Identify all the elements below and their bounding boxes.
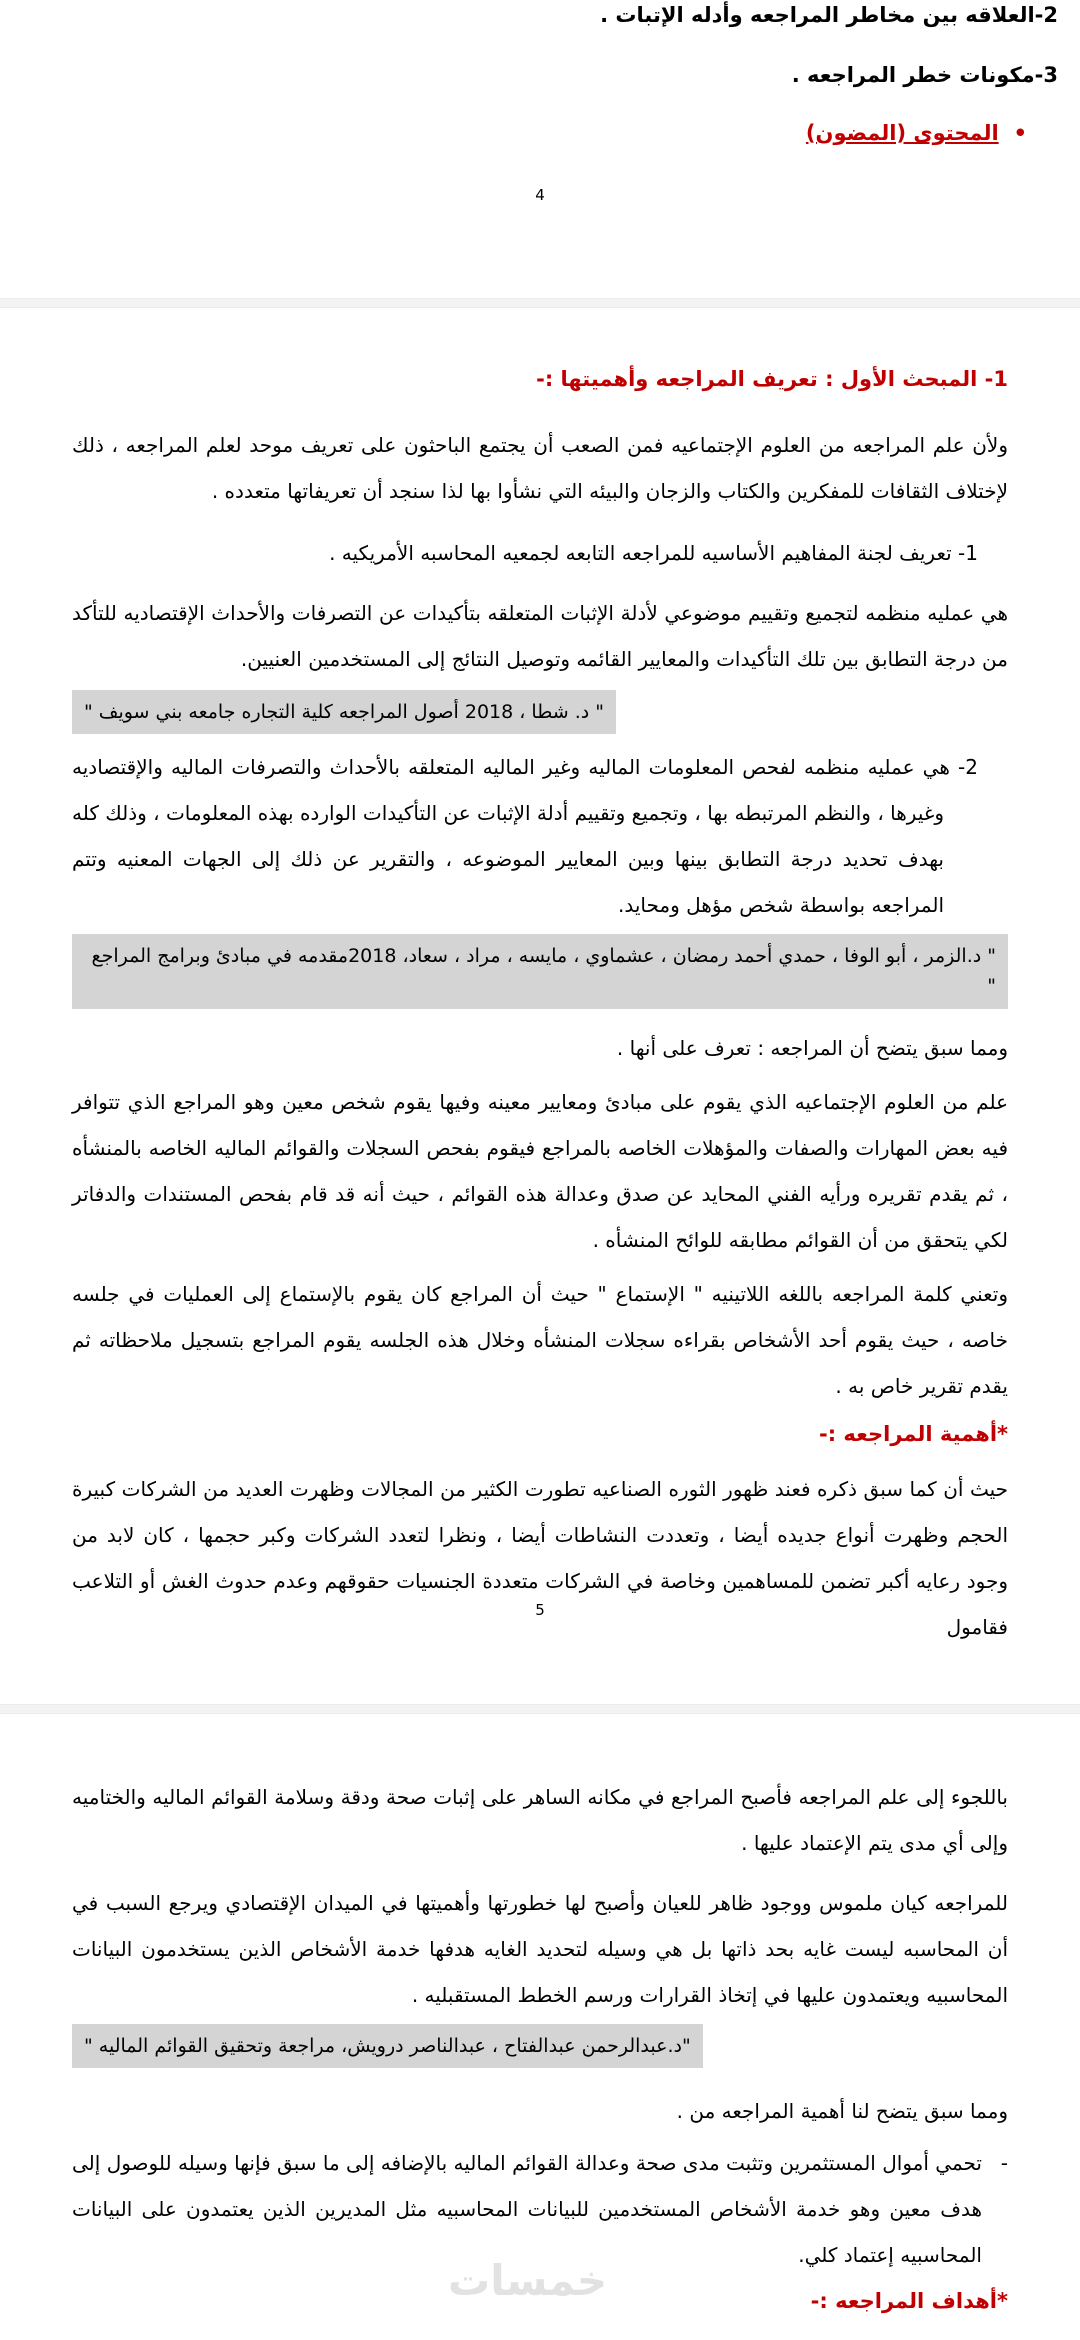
bullet-icon: • — [1012, 118, 1028, 149]
citation-highlight-2: " د.الزمر ، أبو الوفا ، حمدي أحمد رمضان ، عشماوي ، مايسه ، مراد ، سعاد، 2018مقدمه في مبادئ وبرامج المراجع " — [72, 934, 1008, 1009]
citation-highlight-1: " د. شطا ، 2018 أصول المراجعه كلية التجاره جامعه بني سويف " — [72, 690, 616, 734]
page-6 — [0, 1714, 1080, 2340]
page-break — [0, 298, 1080, 308]
heading-importance: *أهمية المراجعه :- — [818, 1421, 1008, 1446]
paragraph-summary-2: ومما سبق يتضح لنا أهمية المراجعه من . — [676, 2099, 1008, 2124]
paragraph-resort: باللجوء إلى علم المراجعه فأصبح المراجع في مكانه الساهر على إثبات صحة ودقة وسلامة القوائم الماليه والختاميه وإلى أي مدى يتم الإعتماد عليها . — [72, 1785, 1008, 1855]
toc-item-3: 3-مكونات خطر المراجعه . — [791, 63, 1058, 88]
page-number-5: 5 — [535, 1601, 545, 1619]
paragraph-definition: علم من العلوم الإجتماعيه الذي يقوم على مبادئ ومعايير معينه وفيها يقوم شخص معين وهو المراجع الذي تتوافر فيه بعض المهارات والصفات والمؤهلات الخاصه بالمراجع فيقوم بفحص السجلات والقوائم الماليه الخاصه بالمنشأه ، ثم يقدم تقريره ورأيه الفني المحايد عن صدق وعدالة هذه القوائم ، حيث أنه قد قام بفحص المستندات والدفاتر لكي يتحقق من أن القوائم مطابقه للوائح المنشأه . — [72, 1089, 1008, 1252]
dash-item-text: تحمي أموال المستثمرين وتثبت مدى صحة وعدالة القوائم الماليه بالإضافه إلى ما سبق فإنها وسيله للوصول إلى هدف معين وهو خدمة الأشخاص المستخدمين للبيانات المحاسبيه مثل المديرين الذين يعتمدون على البيانات المحاسبيه إعتماد كلي. — [72, 2151, 982, 2268]
page-5 — [0, 308, 1080, 1704]
heading-goals: *أهداف المراجعه :- — [810, 2289, 1008, 2314]
page-break — [0, 1704, 1080, 1714]
khamsat-watermark: خمسات — [448, 2256, 608, 2305]
paragraph-latin-origin: وتعني كلمة المراجعه باللغه اللاتينيه " الإستماع " حيث أن المراجع كان يقوم بالإستماع إلى العمليات في جلسه خاصه ، حيث يقوم أحد الأشخاص بقراءه سجلات المنشأه وخلال هذه الجلسه يقوم المراجع بتسجيل ملاحظاته ثم يقدم تقرير خاص به . — [72, 1281, 1008, 1398]
toc-content-link[interactable]: المحتوى (المضون) — [805, 120, 999, 145]
definition-1-body: هي عمليه منظمه لتجميع وتقييم موضوعي لأدلة الإثبات المتعلقه بتأكيدات عن التصرفات والأحداث الإقتصاديه للتأكد من درجة التطابق بين تلك التأكيدات والمعايير القائمه وتوصيل النتائج إلى المستخدمين العنيين. — [72, 600, 1008, 671]
toc-item-2: 2-العلاقه بين مخاطر المراجعه وأدله الإتبات . — [600, 3, 1058, 27]
page-4 — [0, 0, 1080, 298]
section-heading-definition: 1- المبحث الأول : تعريف المراجعه وأهميتها :- — [536, 367, 1008, 391]
paragraph-industrial-revolution: حيث أن كما سبق ذكره فعند ظهور الثوره الصناعيه تطورت الكثير من المجالات وظهرت العديد من الشركات كبيرة الحجم وظهرت أنواع جديده أيضا ، وتعددت النشاطات أيضا ، ونظرا لتعدد الشركات وكبر حجمها ، كان لابد من وجود رعايه أكبر تضمن للمساهمين وخاصة في الشركات متعددة الجنسيات حقوقهم وعدم حدوث الغش أو التلاعب فقامول — [72, 1477, 1008, 1640]
toc-bullet-row — [22, 119, 1058, 148]
citation-highlight-3: "د.عبدالرحمن عبدالفتاح ، عبدالناصر درويش، مراجعة وتحقيق القوائم الماليه " — [72, 2024, 703, 2068]
definition-1-title: 1- تعريف لجنة المفاهيم الأساسيه للمراجعه التابعه لجمعيه المحاسبه الأمريكيه . — [329, 540, 978, 565]
paragraph-summary: ومما سبق يتضح أن المراجعه : تعرف على أنها . — [616, 1035, 1008, 1060]
definition-2-body: 2- هي عمليه منظمه لفحص المعلومات الماليه وغير الماليه المتعلقه بالأحداث والتصرفات الماليه والإقتصاديه وغيرها ، والنظم المرتبطه بها ، وتجميع وتقييم أدلة الإثبات عن التأكيدات الوارده بهذه المعلومات ، وذلك كله بهدف تحديد درجة التطابق بينها وبين المعايير الموضوعه ، والتقرير عن ذلك إلى الجهات المعنيه وتتم المراجعه بواسطة شخص مؤهل ومحايد. — [72, 754, 978, 917]
paragraph-entity: للمراجعه كيان ملموس ووجود ظاهر للعيان وأصبح لها خطورتها وأهميتها في الميدان الإقتصادي ويرجع السبب في أن المحاسبه ليست غايه بحد ذاتها بل هي وسيله لتحديد الغايه هدفها خدمة الأشخاص الذين يستخدمون البيانات المحاسبيه ويعتمدون عليها في إتخاذ القرارات ورسم الخطط المستقبليه . — [72, 1891, 1008, 2007]
paragraph-intro: ولأن علم المراجعه من العلوم الإجتماعيه فمن الصعب أن يجتمع الباحثون على تعريف موحد لعلم المراجعه ، ذلك لإختلاف الثقافات للمفكرين والكتاب والزجان والبيئه التي نشأوا بها لذا سنجد أن تعريفاتها متعدده . — [72, 432, 1008, 503]
page-number-4: 4 — [535, 186, 545, 204]
dash-icon: - — [1000, 2151, 1008, 2176]
